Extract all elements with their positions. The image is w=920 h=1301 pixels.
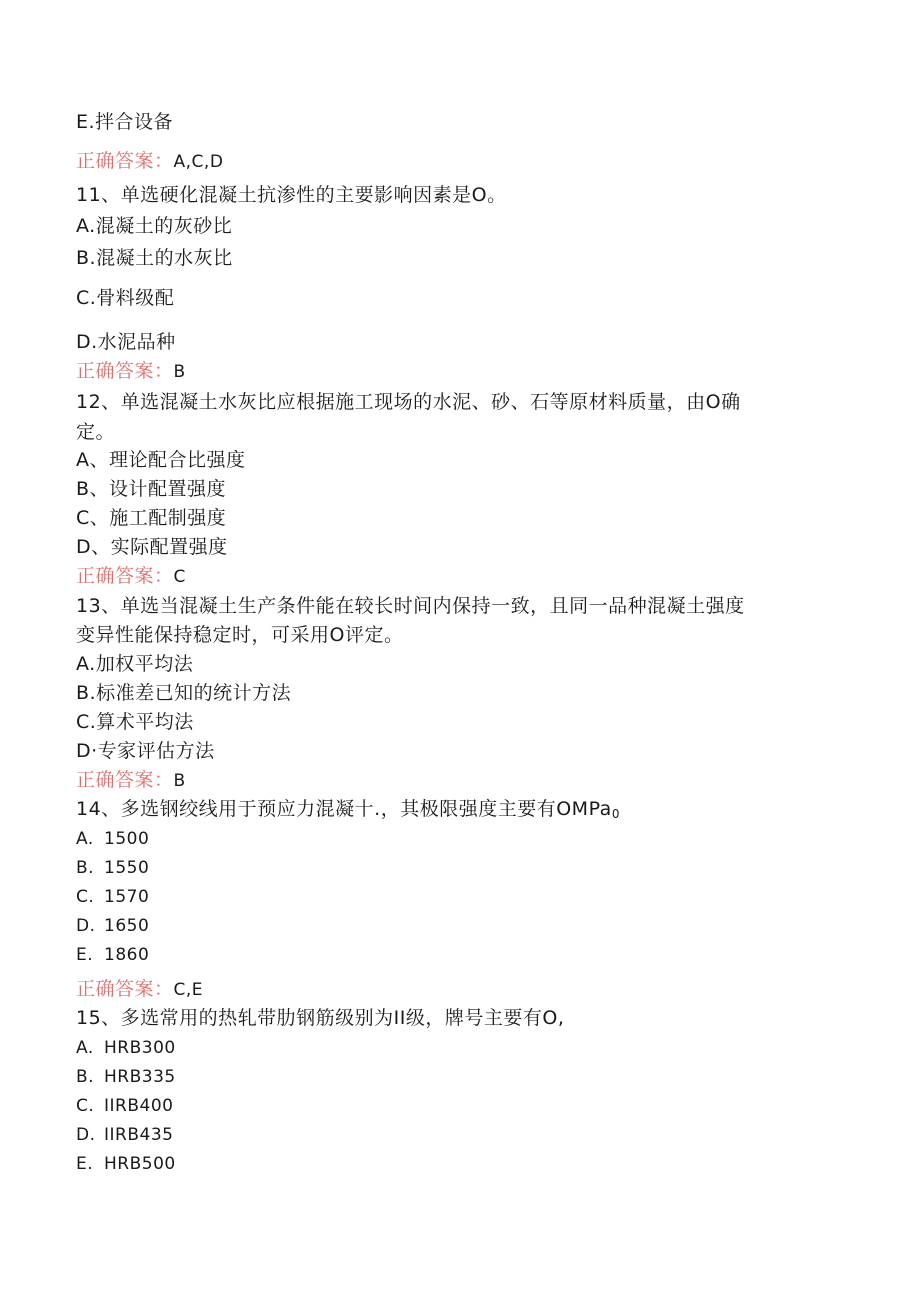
- q13-option-c: C.算术平均法: [76, 711, 194, 733]
- answer-value: C: [173, 567, 186, 587]
- option-tag: A.: [76, 1038, 94, 1058]
- option-value: 1550: [104, 858, 150, 878]
- q10-answer: [76, 149, 223, 174]
- q11-question: 11、单选硬化混凝土抗渗性的主要影响因素是O。: [76, 184, 507, 206]
- option-value: 1570: [104, 887, 150, 907]
- q11-answer: [76, 359, 186, 384]
- answer-label: 正确答案：: [76, 360, 174, 382]
- answer-value: B: [173, 771, 186, 791]
- q14-option-a: [76, 827, 149, 851]
- option-tag: E.: [76, 945, 94, 965]
- q13-question-line2: 变异性能保持稳定时，可采用O评定。: [76, 624, 404, 646]
- answer-label: 正确答案：: [76, 978, 174, 1000]
- q12-question-line1: 12、单选混凝土水灰比应根据施工现场的水泥、砂、石等原材料质量，由O确: [76, 391, 741, 413]
- q14-question: [76, 797, 620, 826]
- q14-option-d: [76, 914, 149, 938]
- q13-question-line1: 13、单选当混凝土生产条件能在较长时间内保持一致，且同一品种混凝土强度: [76, 595, 745, 617]
- answer-label: 正确答案：: [76, 769, 174, 791]
- option-value: HRB300: [104, 1038, 176, 1058]
- option-tag: C.: [76, 1096, 95, 1116]
- answer-value: B: [173, 362, 186, 382]
- option-tag: B.: [76, 1067, 95, 1087]
- q11-option-c: C.骨料级配: [76, 287, 175, 309]
- q15-option-e: [76, 1152, 176, 1176]
- q15-option-b: [76, 1065, 176, 1089]
- answer-label: 正确答案：: [76, 150, 174, 172]
- option-tag: E.: [76, 1154, 94, 1174]
- q15-option-c: [76, 1094, 173, 1118]
- answer-value: C,E: [173, 980, 204, 1000]
- q11-option-a: A.混凝土的灰砂比: [76, 215, 233, 237]
- option-tag: C.: [76, 887, 95, 907]
- answer-label: 正确答案：: [76, 565, 174, 587]
- q14-answer: [76, 977, 203, 1002]
- q14-option-c: [76, 885, 149, 909]
- q15-option-a: [76, 1036, 176, 1060]
- q11-option-d: D.水泥品种: [76, 331, 176, 353]
- q15-option-d: [76, 1123, 173, 1147]
- option-value: HRB335: [104, 1067, 176, 1087]
- option-tag: B.: [76, 858, 95, 878]
- q10-option-e: E.拌合设备: [76, 111, 174, 133]
- q11-option-b: B.混凝土的水灰比: [76, 247, 233, 269]
- answer-value: A,C,D: [173, 152, 224, 172]
- option-value: HRB500: [104, 1154, 176, 1174]
- q12-option-b: B、设计配置强度: [76, 478, 227, 500]
- q13-option-a: A.加权平均法: [76, 653, 194, 675]
- q13-option-b: B.标准差已知的统计方法: [76, 682, 292, 704]
- q12-option-d: D、实际配置强度: [76, 536, 228, 558]
- q15-question: 15、多选常用的热轧带肋钢筋级别为II级，牌号主要有O,: [76, 1007, 565, 1029]
- q12-option-a: A、理论配合比强度: [76, 449, 246, 471]
- option-tag: D.: [76, 1125, 96, 1145]
- option-tag: D.: [76, 916, 96, 936]
- option-tag: A.: [76, 829, 94, 849]
- q14-question-subscript: 0: [611, 807, 620, 821]
- q14-question-text: 14、多选钢绞线用于预应力混凝十.，其极限强度主要有OMPa: [76, 798, 612, 820]
- q14-option-e: [76, 943, 149, 967]
- q13-answer: [76, 768, 186, 793]
- q14-option-b: [76, 856, 149, 880]
- q13-option-d: D·专家评估方法: [76, 740, 215, 762]
- q12-option-c: C、施工配制强度: [76, 507, 227, 529]
- q12-question-line2: 定。: [76, 421, 116, 443]
- option-value: IIRB435: [104, 1125, 174, 1145]
- option-value: 1860: [104, 945, 150, 965]
- option-value: 1650: [104, 916, 150, 936]
- option-value: 1500: [104, 829, 150, 849]
- q12-answer: [76, 564, 186, 589]
- option-value: IIRB400: [104, 1096, 174, 1116]
